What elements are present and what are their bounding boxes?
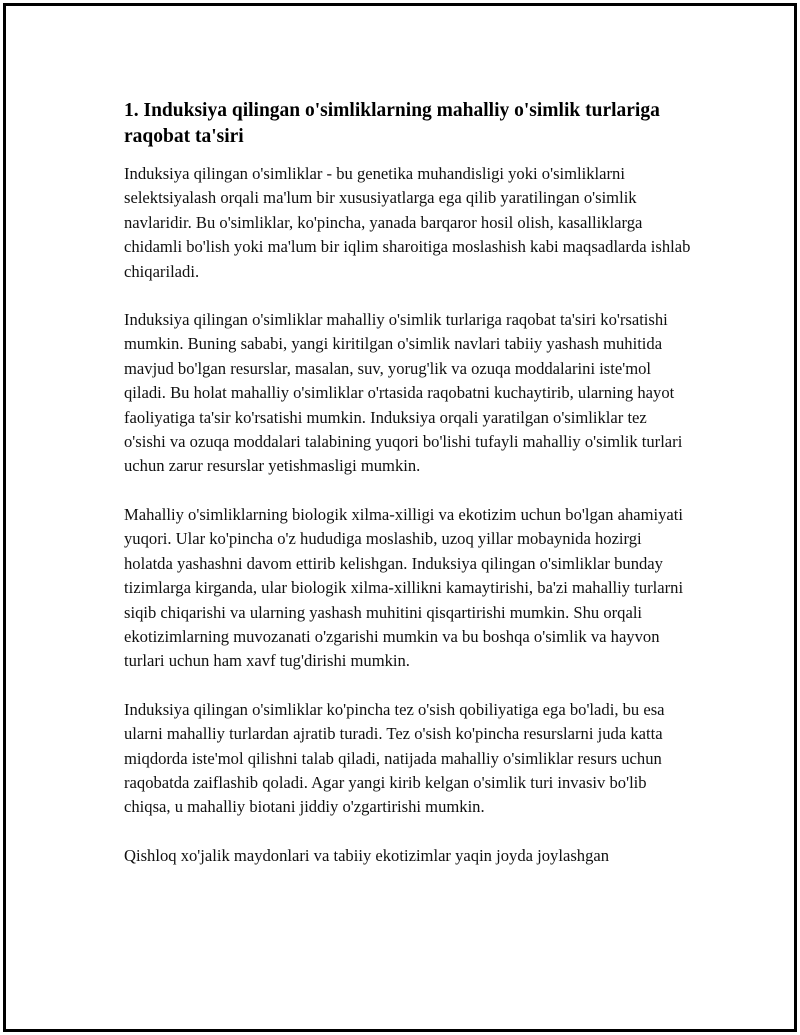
paragraph-2: Induksiya qilingan o'simliklar mahalliy o'simlik turlariga raqobat ta'siri ko'rsatishi mumkin. Buning sababi, yangi kiritilgan o'simlik navlari tabiiy yashash muhitida mavjud bo'lgan resurslar, masalan, suv, yorug'lik va ozuqa moddalarini iste'mol qiladi. Bu holat mahalliy o'simliklar o'rtasida raqobatni kuchaytirib, ularning hayot faoliyatiga ta'sir ko'rsatishi mumkin. Induksiya orqali yaratilgan o'simliklar tez o'sishi va ozuqa moddalari talabining yuqori bo'lishi tufayli mahalliy o'simlik turlari uchun zarur resurslar yetishmasligi mumkin.: [124, 310, 683, 476]
paragraph-1: Induksiya qilingan o'simliklar - bu genetika muhandisligi yoki o'simliklarni selektsiyalash orqali ma'lum bir xususiyatlarga ega qilib yaratilingan o'simlik navlaridir. Bu o'simliklar, ko'pincha, yanada barqaror hosil olish, kasalliklarga chidamli bo'lish yoki ma'lum bir iqlim sharoitiga moslashish kabi maqsadlarda ishlab chiqariladi.: [124, 164, 691, 281]
paragraph-3: Mahalliy o'simliklarning biologik xilma-xilligi va ekotizim uchun bo'lgan ahamiyati yuqori. Ular ko'pincha o'z hududiga moslashib, uzoq yillar mobaynida hozirgi holatda yashashni davom ettirib kelishgan. Induksiya qilingan o'simliklar bunday tizimlarga kirganda, ular biologik xilma-xillikni kamaytirishi, ba'zi mahalliy turlarni siqib chiqarishi va ularning yashash muhitini qisqartirishi mumkin. Shu orqali ekotizimlarning muvozanati o'zgarishi mumkin va bu boshqa o'simlik va hayvon turlari uchun ham xavf tug'dirishi mumkin.: [124, 504, 684, 671]
page-frame: [3, 3, 797, 1032]
paragraph-4: Induksiya qilingan o'simliklar ko'pincha tez o'sish qobiliyatiga ega bo'ladi, bu esa ularni mahalliy turlardan ajratib turadi. Tez o'sish ko'pincha resurslarni juda katta miqdorda iste'mol qilishni talab qiladi, natijada mahalliy o'simliklar resurs uchun raqobatda zaiflashib qoladi. Agar yangi kirib kelgan o'simlik turi invasiv bo'lib chiqsa, u mahalliy biotani jiddiy o'zgartirishi mumkin.: [124, 699, 665, 817]
section-heading: 1. Induksiya qilingan o'simliklarning mahalliy o'simlik turlariga raqobat ta'siri: [124, 100, 660, 147]
paragraph-5: Qishloq xo'jalik maydonlari va tabiiy ekotizimlar yaqin joyda joylashgan: [124, 845, 610, 865]
document-body: [124, 98, 692, 892]
